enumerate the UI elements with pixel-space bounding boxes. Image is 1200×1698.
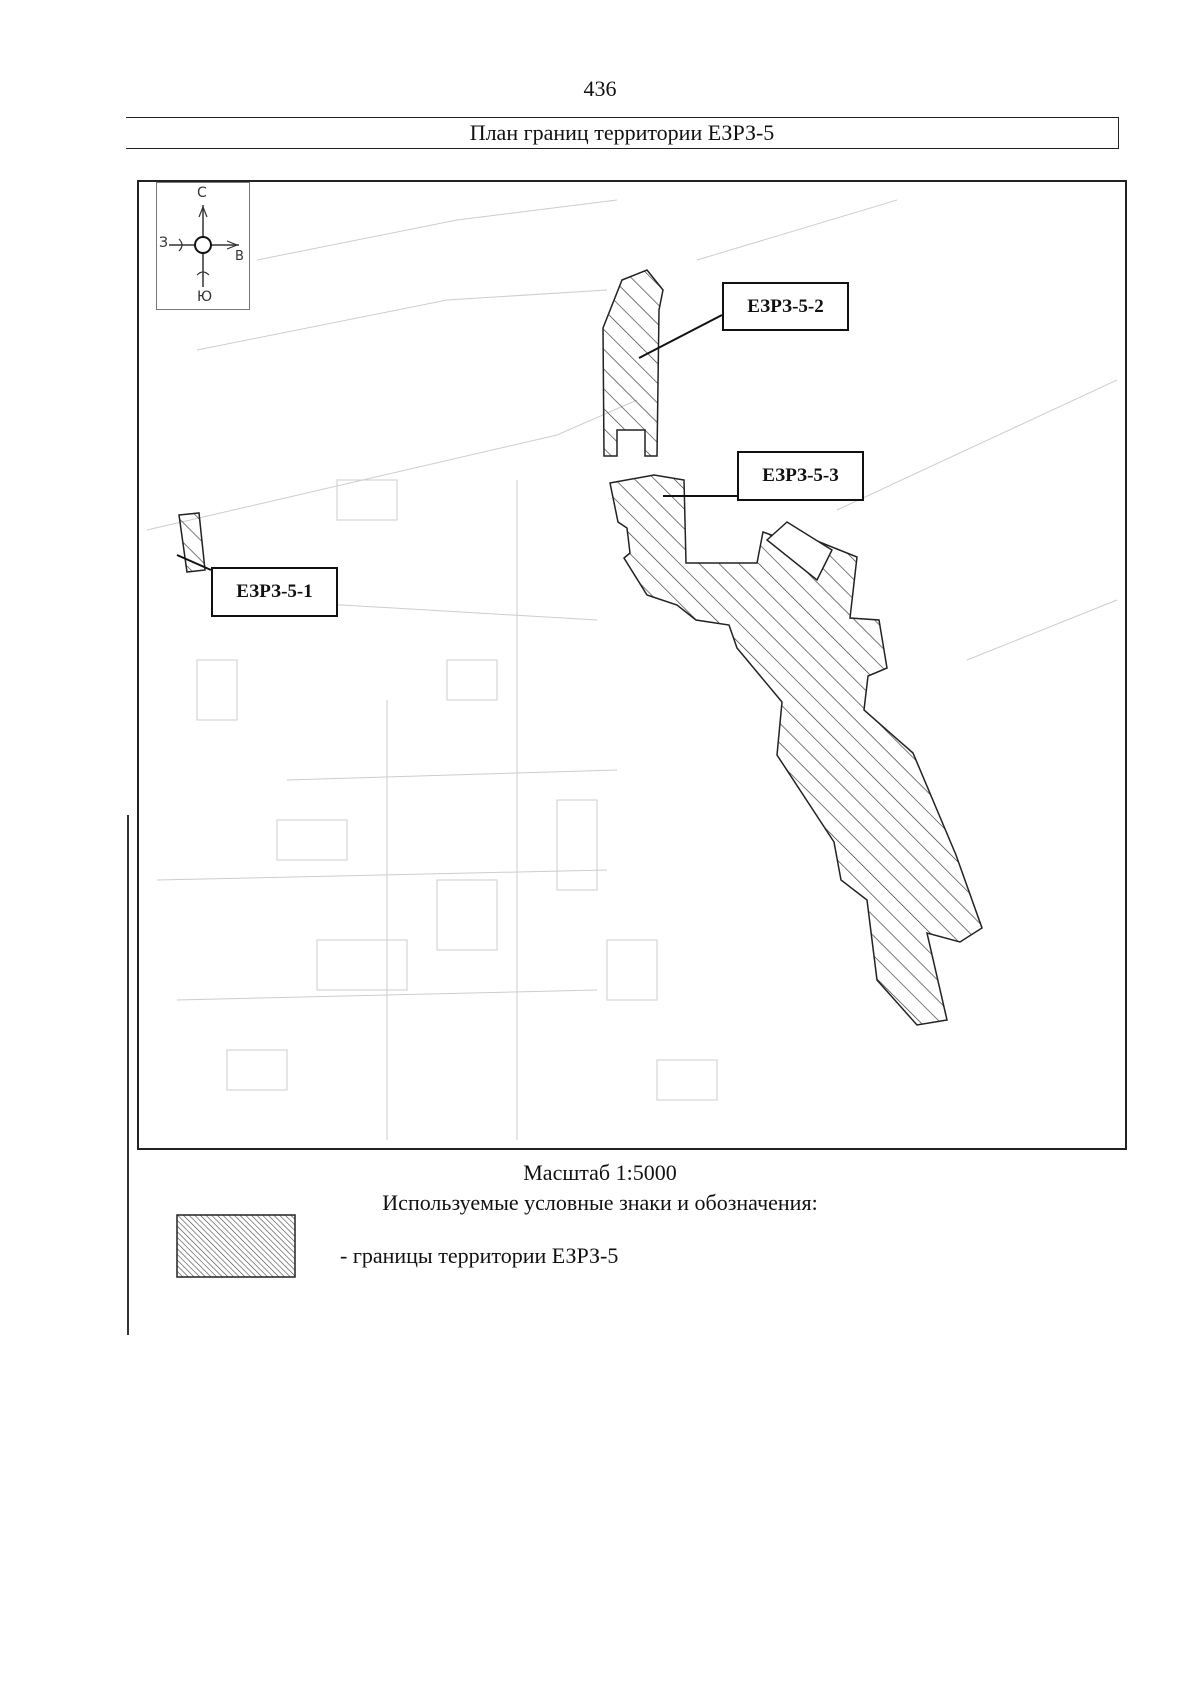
- page-number: 436: [583, 76, 617, 101]
- zone-label-ezrz-5-2: ЕЗРЗ-5-2: [722, 282, 849, 331]
- compass-north: С: [197, 185, 207, 201]
- compass-rose: [156, 182, 250, 310]
- legend-title: Используемые условные знаки и обозначения:: [382, 1190, 818, 1215]
- map-frame: [137, 180, 1127, 1150]
- zone-label-ezrz-5-3: ЕЗРЗ-5-3: [737, 451, 864, 501]
- zone-label-ezrz-5-1: ЕЗРЗ-5-1: [211, 567, 338, 617]
- plan-title: План границ территории ЕЗРЗ-5: [126, 117, 1119, 149]
- map-scale: Масштаб 1:5000: [523, 1160, 677, 1185]
- compass-west: З: [159, 235, 168, 251]
- compass-east: В: [235, 249, 244, 264]
- compass-south: Ю: [197, 289, 213, 305]
- legend-hatch-swatch: [176, 1214, 296, 1278]
- margin-line: [127, 815, 129, 1335]
- legend-item-label: - границы территории ЕЗРЗ-5: [340, 1243, 619, 1268]
